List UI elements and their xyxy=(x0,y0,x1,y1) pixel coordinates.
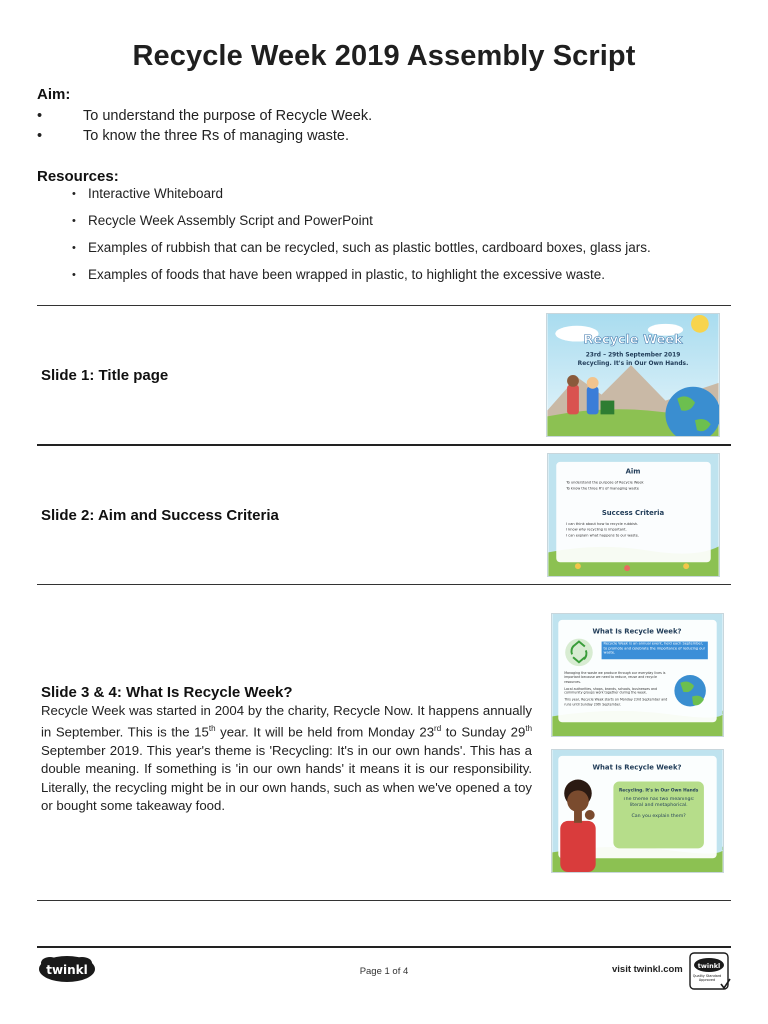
thumb-criteria-line: I can think about how to recycle rubbish. xyxy=(566,521,639,526)
thumb-criteria-heading: Success Criteria xyxy=(601,509,665,517)
divider xyxy=(37,305,731,306)
slide-1-label: Slide 1: Title page xyxy=(41,367,169,384)
document-title: Recycle Week 2019 Assembly Script xyxy=(132,40,636,72)
slide-2-thumbnail xyxy=(547,453,720,577)
bullet-icon: • xyxy=(72,242,76,254)
resource-item: • Interactive Whiteboard xyxy=(72,185,732,212)
bullet-icon: • xyxy=(37,128,43,144)
thumb-title: What Is Recycle Week? xyxy=(592,763,682,772)
resource-item: • Recycle Week Assembly Script and PowerPoint xyxy=(72,212,732,239)
resources-heading: Resources: xyxy=(37,168,119,185)
aim-item: • To understand the purpose of Recycle Week. xyxy=(37,108,373,124)
aim-item: • To know the three Rs of managing waste. xyxy=(37,128,349,144)
thumb-theme: Recycling. It's in Our Own Hands. xyxy=(577,361,689,368)
aim-list xyxy=(37,106,637,146)
visit-link[interactable]: visit twinkl.com xyxy=(612,964,683,975)
resource-item: • Examples of rubbish that can be recycled, such as plastic bottles, cardboard boxes, glass jars. xyxy=(72,239,732,266)
thumb-aim-line: To understand the purpose of Recycle Week xyxy=(566,480,644,485)
resource-item: • Examples of foods that have been wrapped in plastic, to highlight the excessive waste. xyxy=(72,266,732,293)
thumb-title: Recycle Week xyxy=(583,332,683,348)
thumb-aim-heading: Aim xyxy=(625,467,641,476)
thumb-para: Managing the waste we produce through our everyday lives is important because we need to reduce, reuse and recycle resources. xyxy=(564,671,666,684)
resources-list xyxy=(72,185,732,293)
thumb-para: This year, Recycle Week starts on Monday 23rd September and runs until Sunday 29th September. xyxy=(564,698,668,707)
divider xyxy=(37,444,731,446)
slide-3-thumbnail xyxy=(551,613,724,737)
thumb-dates: 23rd – 29th September 2019 xyxy=(585,352,681,359)
thumb-box-text: The theme has two meanings: literal and metaphorical. xyxy=(622,797,695,809)
aim-heading: Aim: xyxy=(37,86,71,103)
slide-4-thumbnail xyxy=(551,749,724,873)
girl-thinking-illustration xyxy=(560,780,595,872)
quality-standard-badge: twinkl Quality Standard Approved xyxy=(689,952,732,992)
thumb-aim-line: To know the three R's of managing waste xyxy=(566,486,639,491)
thumb-title: What Is Recycle Week? xyxy=(592,627,682,636)
slide-2-label: Slide 2: Aim and Success Criteria xyxy=(41,507,279,524)
bullet-icon: • xyxy=(72,215,76,227)
svg-text:twinkl: twinkl xyxy=(697,962,721,970)
bullet-icon: • xyxy=(72,269,76,281)
body-paragraph: Recycle Week was started in 2004 by the charity, Recycle Now. It happens annually in September. This is the 15th year. It will be held from Monday 23rd to Sunday 29th September 2019. This year's theme is 'Recycling: It's in our own hands'. This has a double meaning. If something is 'in our own hands' it means it is our responsibility. Literally, the recycling might be in our own hands, such as when we've opened a toy or bought some takeaway food. xyxy=(41,703,533,813)
slide-3-4-label: Slide 3 & 4: What Is Recycle Week? xyxy=(41,684,293,701)
thumb-box-text: Recycle Week is an annual event, held each September, to promote and celebrate the importance of reducing our waste. xyxy=(603,641,706,655)
slide-1-thumbnail xyxy=(546,313,720,437)
divider xyxy=(37,900,731,901)
thumb-criteria-line: I know why recycling is important. xyxy=(566,527,627,532)
svg-text:twinkl: twinkl xyxy=(46,963,88,977)
footer-divider xyxy=(37,946,731,948)
thumb-criteria-line: I can explain what happens to our waste. xyxy=(566,533,639,538)
thumb-box-text: Can you explain them? xyxy=(631,813,686,819)
bullet-icon: • xyxy=(37,108,43,124)
divider xyxy=(37,584,731,585)
page-number: Page 1 of 4 xyxy=(359,966,409,977)
thumb-box-heading: Recycling. It's in Our Own Hands xyxy=(618,788,699,794)
bullet-icon: • xyxy=(72,188,76,200)
thumb-para: Local authorities, shops, brands, schools, businesses and community groups work together during the week. xyxy=(564,686,658,695)
